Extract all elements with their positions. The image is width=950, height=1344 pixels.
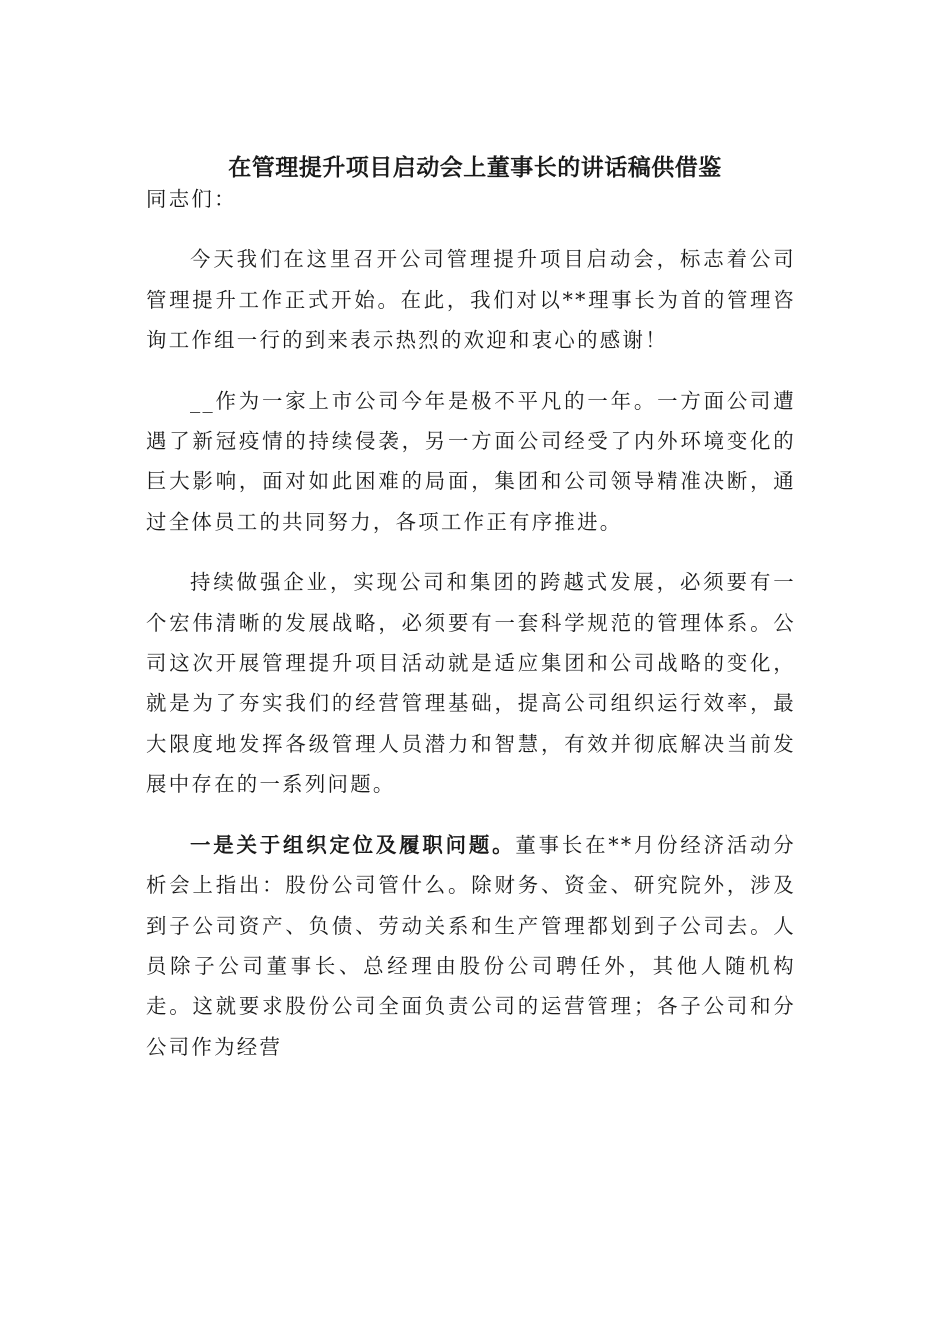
- paragraph-background: __作为一家上市公司今年是极不平凡的一年。一方面公司遭遇了新冠疫情的持续侵袭，另一方面公司经受了内外环境变化的巨大影响，面对如此困难的局面，集团和公司领导精准决断，通过全体员工的共同努力，各项工作正有序推进。: [146, 388, 796, 534]
- salutation: 同志们：: [146, 187, 237, 211]
- point-one-heading: 一是关于组织定位及履职问题。: [190, 832, 516, 857]
- paragraph-point-one: [146, 825, 796, 1067]
- document-title: 在管理提升项目启动会上董事长的讲话稿供借鉴: [228, 155, 722, 181]
- point-one-text: 董事长在**月份经济活动分析会上指出：股份公司管什么。除财务、资金、研究院外，涉及到子公司资产、负债、劳动关系和生产管理都划到子公司去。人员除子公司董事长、总经理由股份公司聘任外，其他人随机构走。这就要求股份公司全面负责公司的运营管理；各子公司和分公司作为经营: [146, 832, 796, 1059]
- paragraph-opening: 今天我们在这里召开公司管理提升项目启动会，标志着公司管理提升工作正式开始。在此，我们对以**理事长为首的管理咨询工作组一行的到来表示热烈的欢迎和衷心的感谢！: [146, 247, 796, 353]
- paragraph-strategy: 持续做强企业，实现公司和集团的跨越式发展，必须要有一个宏伟清晰的发展战略，必须要有一套科学规范的管理体系。公司这次开展管理提升项目活动就是适应集团和公司战略的变化，就是为了夯实我们的经营管理基础，提高公司组织运行效率，最大限度地发挥各级管理人员潜力和智慧，有效并彻底解决当前发展中存在的一系列问题。: [146, 570, 796, 797]
- document-body: [146, 179, 796, 1087]
